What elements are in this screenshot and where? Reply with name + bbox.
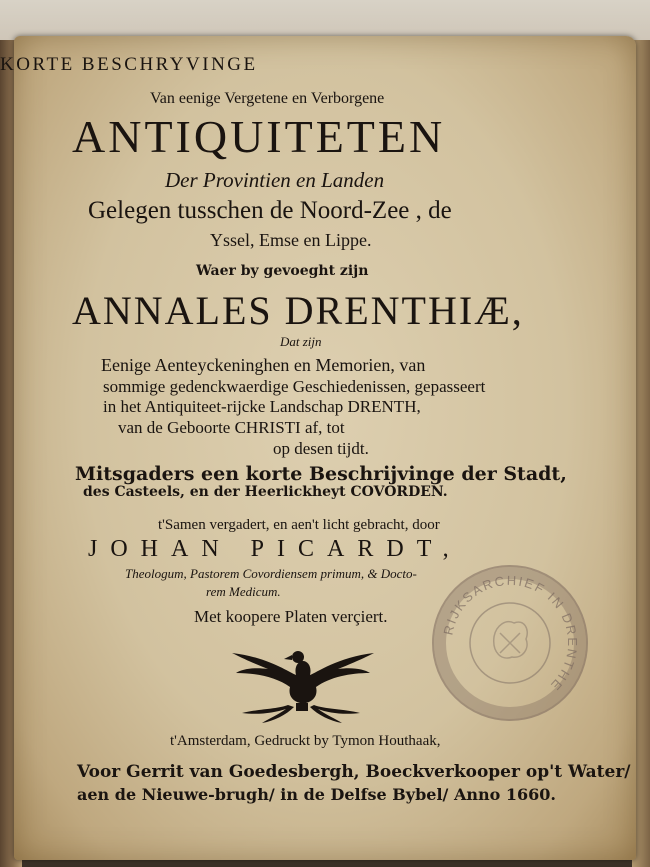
subtitle-line: Van eenige Vergetene en Verborgene	[150, 90, 385, 107]
blackletter-casteels: des Casteels, en der Heerlickheyt COVORDEN.	[83, 484, 448, 500]
title-annales-drenthiae: ANNALES DRENTHIÆ,	[72, 288, 524, 333]
archive-stamp	[432, 565, 588, 721]
blackletter-waer-by: Waer by gevoeght zijn	[196, 263, 369, 279]
subtitle-yssel: Yssel, Emse en Lippe.	[210, 230, 372, 250]
imprint-publisher-line-2: aen de Nieuwe-brugh/ in de Delfse Bybel/ Anno 1660.	[77, 785, 556, 804]
main-title-antiquiteten: ANTIQUITETEN	[72, 111, 446, 162]
dat-zijn: Dat zijn	[280, 334, 322, 349]
author-name: JOHAN PICARDT,	[88, 536, 462, 562]
imprint-amsterdam: t'Amsterdam, Gedruckt by Tymon Houthaak,	[170, 733, 441, 749]
plates-note: Met koopere Platen verçiert.	[194, 607, 388, 626]
subtitle-gelegen: Gelegen tusschen de Noord-Zee , de	[88, 197, 452, 224]
body-line-4: van de Geboorte CHRISTI af, tot	[118, 418, 345, 437]
imprint-publisher-line-1: Voor Gerrit van Goedesbergh, Boeckverkooper op't Water/	[77, 762, 631, 782]
author-title-1: Theologum, Pastorem Covordiensem primum, & Docto-	[125, 566, 417, 581]
subtitle-provintien: Der Provintien en Landen	[165, 168, 385, 192]
svg-text:RIJKSARCHIEF IN DRENTHE	[440, 573, 580, 695]
blackletter-mitsgaders: Mitsgaders een korte Beschrijvinge der Stadt,	[75, 463, 567, 485]
body-line-1: Eenige Aenteyckeninghen en Memorien, van	[101, 355, 426, 375]
body-line-2: sommige gedenckwaerdige Geschiedenissen, gepasseert	[103, 377, 486, 396]
author-title-2: rem Medicum.	[206, 584, 281, 599]
stamp-text: RIJKSARCHIEF IN DRENTHE	[440, 572, 581, 695]
heading-korte-beschryvinge: KORTE BESCHRYVINGE	[0, 54, 258, 75]
body-line-5: op desen tijdt.	[273, 439, 369, 458]
body-line-3: in het Antiquiteet-rijcke Landschap DRENTH,	[103, 397, 421, 416]
eagle-printer-device-icon	[228, 643, 378, 723]
samen-vergadert: t'Samen vergadert, en aen't licht gebracht, door	[158, 517, 440, 533]
